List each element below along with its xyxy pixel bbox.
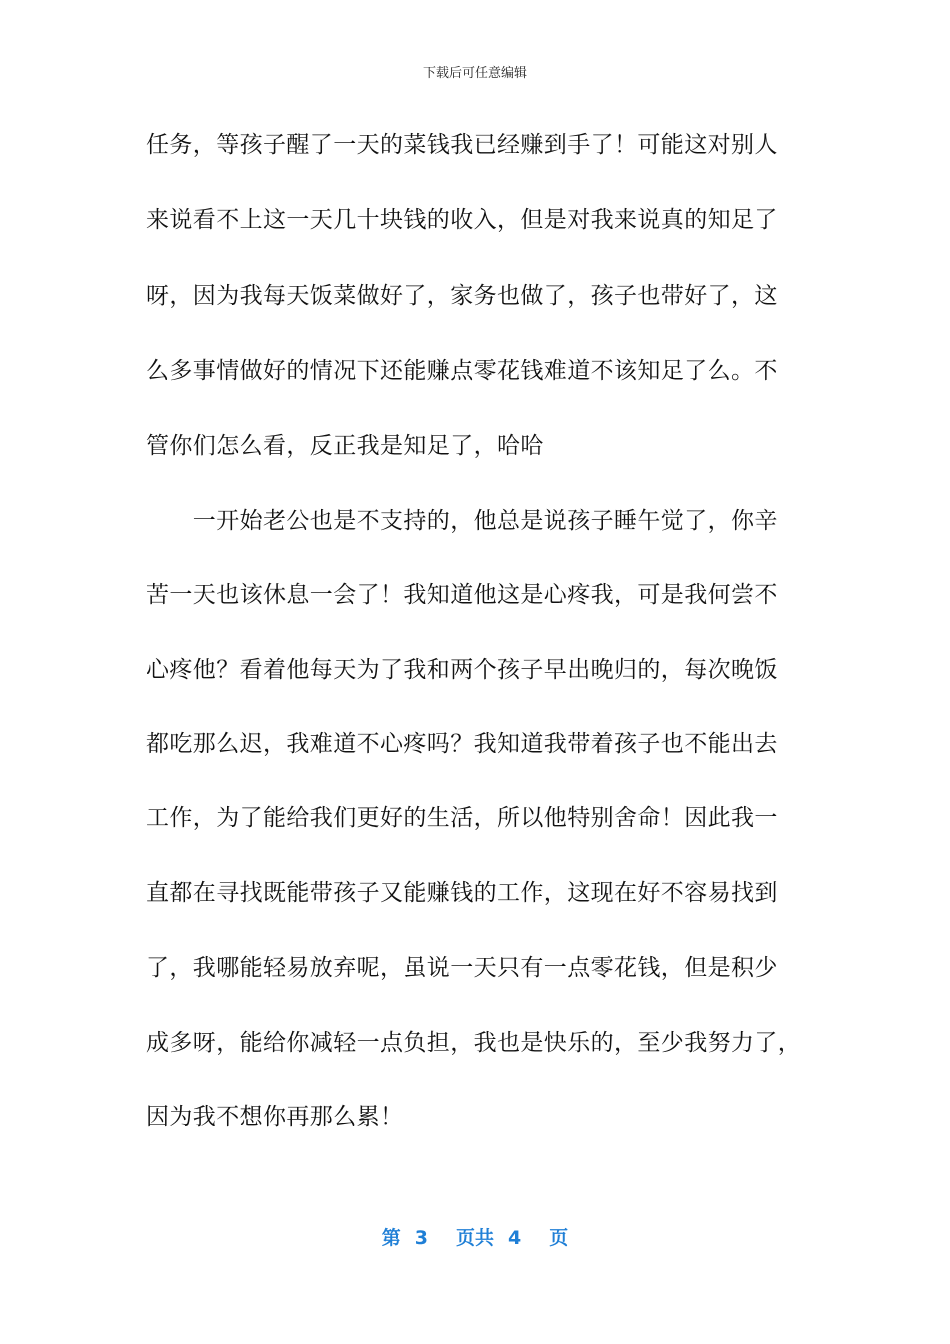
text-line: 心疼他？看着他每天为了我和两个孩子早出晚归的，每次晚饭 — [146, 657, 778, 683]
text-line: 因为我不想你再那么累！ — [146, 1104, 404, 1130]
text-line: 都吃那么迟，我难道不心疼吗？我知道我带着孩子也不能出去 — [146, 731, 778, 757]
text-line: 管你们怎么看，反正我是知足了，哈哈 — [146, 433, 544, 459]
page-header: 下载后可任意编辑 — [422, 66, 527, 81]
text-line: 任务，等孩子醒了一天的菜钱我已经赚到手了！可能这对别人 — [146, 132, 778, 158]
text-line: 了，我哪能轻易放弃呢，虽说一天只有一点零花钱，但是积少 — [146, 955, 778, 981]
text-line: 呀，因为我每天饭菜做好了，家务也做了，孩子也带好了，这 — [146, 283, 778, 309]
page-footer — [0, 1226, 950, 1250]
footer-middle: 页共 — [455, 1227, 494, 1249]
footer-prefix: 第 — [381, 1227, 401, 1249]
text-line: 成多呀，能给你减轻一点负担，我也是快乐的，至少我努力了， — [146, 1030, 802, 1056]
text-line: 工作，为了能给我们更好的生活，所以他特别舍命！因此我一 — [146, 805, 778, 831]
total-pages-number: 4 — [508, 1227, 522, 1249]
text-line: 直都在寻找既能带孩子又能赚钱的工作，这现在好不容易找到 — [146, 880, 778, 906]
current-page-number: 3 — [414, 1227, 428, 1249]
text-line: 苦一天也该休息一会了！我知道他这是心疼我，可是我何尝不 — [146, 582, 778, 608]
text-line: 一开始老公也是不支持的，他总是说孩子睡午觉了，你辛 — [146, 508, 778, 534]
footer-suffix: 页 — [549, 1227, 569, 1249]
text-line: 来说看不上这一天几十块钱的收入，但是对我来说真的知足了 — [146, 207, 778, 233]
text-line: 么多事情做好的情况下还能赚点零花钱难道不该知足了么。不 — [146, 358, 778, 384]
